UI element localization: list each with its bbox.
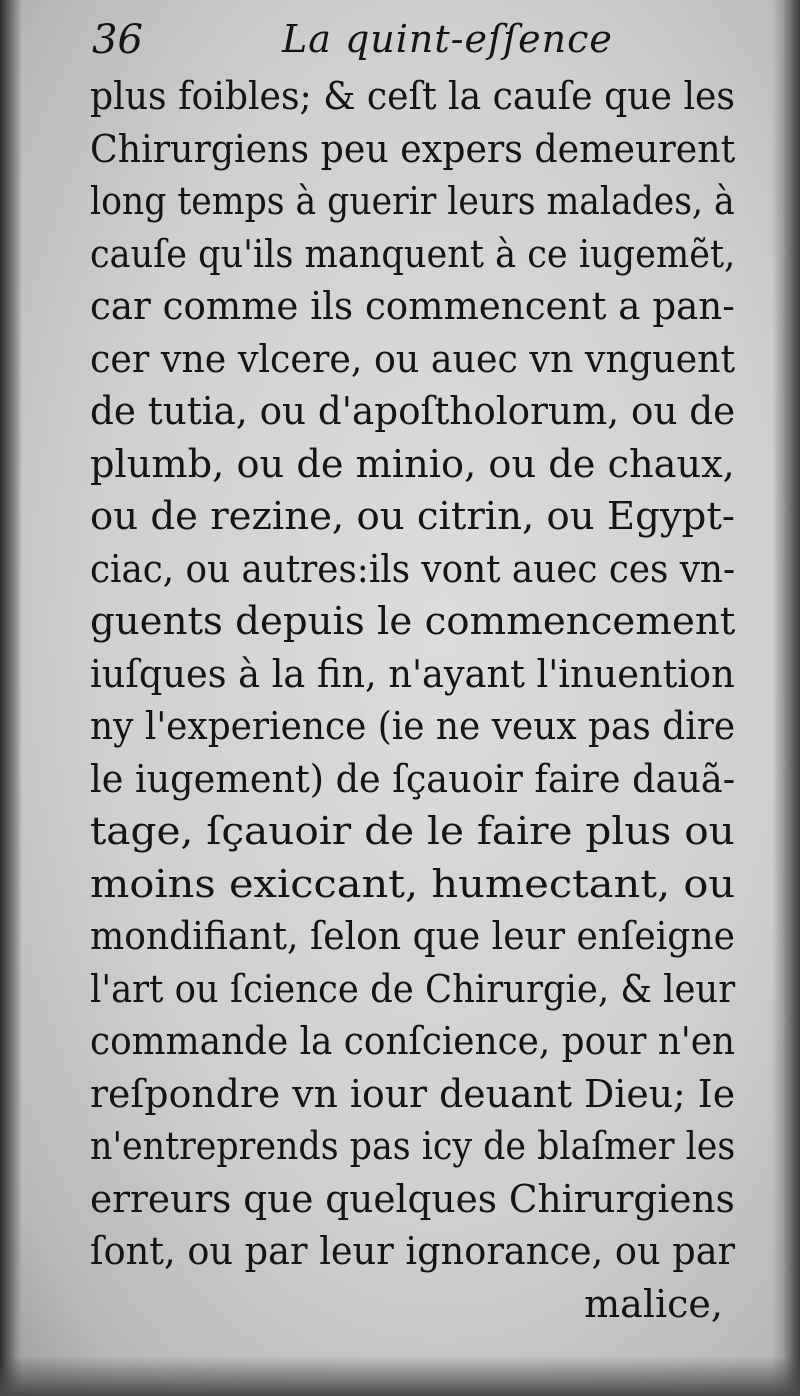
page-number: 36 bbox=[92, 17, 143, 63]
text-line: plus foibles; & ceſt la cauſe que les bbox=[90, 74, 735, 118]
text-line: iuſques à la fin, n'ayant l'inuention bbox=[90, 651, 735, 696]
page-left-shadow bbox=[0, 0, 22, 1396]
text-line: commande la conſcience, pour n'en bbox=[90, 1019, 735, 1063]
body-text bbox=[90, 70, 735, 1330]
text-line: erreurs que quelques Chirurgiens bbox=[90, 1176, 735, 1221]
text-line: ſont, ou par leur ignorance, ou par bbox=[90, 1229, 736, 1273]
text-line: l'art ou ſcience de Chirurgie, & leur bbox=[90, 966, 736, 1011]
text-line: n'entreprends pas icy de blaſmer les bbox=[90, 1124, 736, 1168]
page-right-shadow bbox=[772, 0, 800, 1396]
text-line: ny l'experience (ie ne veux pas dire bbox=[90, 704, 736, 748]
text-line: moins exiccant, humectant, ou bbox=[90, 861, 736, 906]
page-header bbox=[92, 14, 732, 70]
text-line: car comme ils commencent a pan- bbox=[90, 284, 735, 328]
text-line: long temps à guerir leurs malades, à bbox=[90, 179, 735, 223]
text-line: guents depuis le commencement bbox=[90, 599, 736, 643]
running-head: La quint-eſſence bbox=[282, 17, 613, 61]
text-line: le iugement) de ſçauoir faire dauã- bbox=[90, 756, 736, 801]
text-line: plumb, ou de minio, ou de chaux, bbox=[90, 441, 735, 486]
text-line: mondifiant, ſelon que leur enſeigne bbox=[90, 914, 735, 958]
text-line: tage, ſçauoir de le faire plus ou bbox=[90, 809, 735, 853]
text-line: de tutia, ou d'apoſtholorum, ou de bbox=[90, 389, 736, 433]
text-line: ou de rezine, ou citrin, ou Egypt- bbox=[90, 494, 735, 538]
text-line: ciac, ou autres:ils vont auec ces vn- bbox=[90, 546, 736, 591]
text-line: cauſe qu'ils manquent à ce iugemẽt, bbox=[90, 231, 736, 276]
text-line: cer vne vlcere, ou auec vn vnguent bbox=[90, 336, 736, 381]
page-bottom-shadow bbox=[0, 1356, 800, 1396]
text-line: Chirurgiens peu expers demeurent bbox=[90, 126, 736, 171]
text-line: reſpondre vn iour deuant Dieu; Ie bbox=[90, 1071, 736, 1116]
catchword: malice, bbox=[584, 1281, 723, 1326]
